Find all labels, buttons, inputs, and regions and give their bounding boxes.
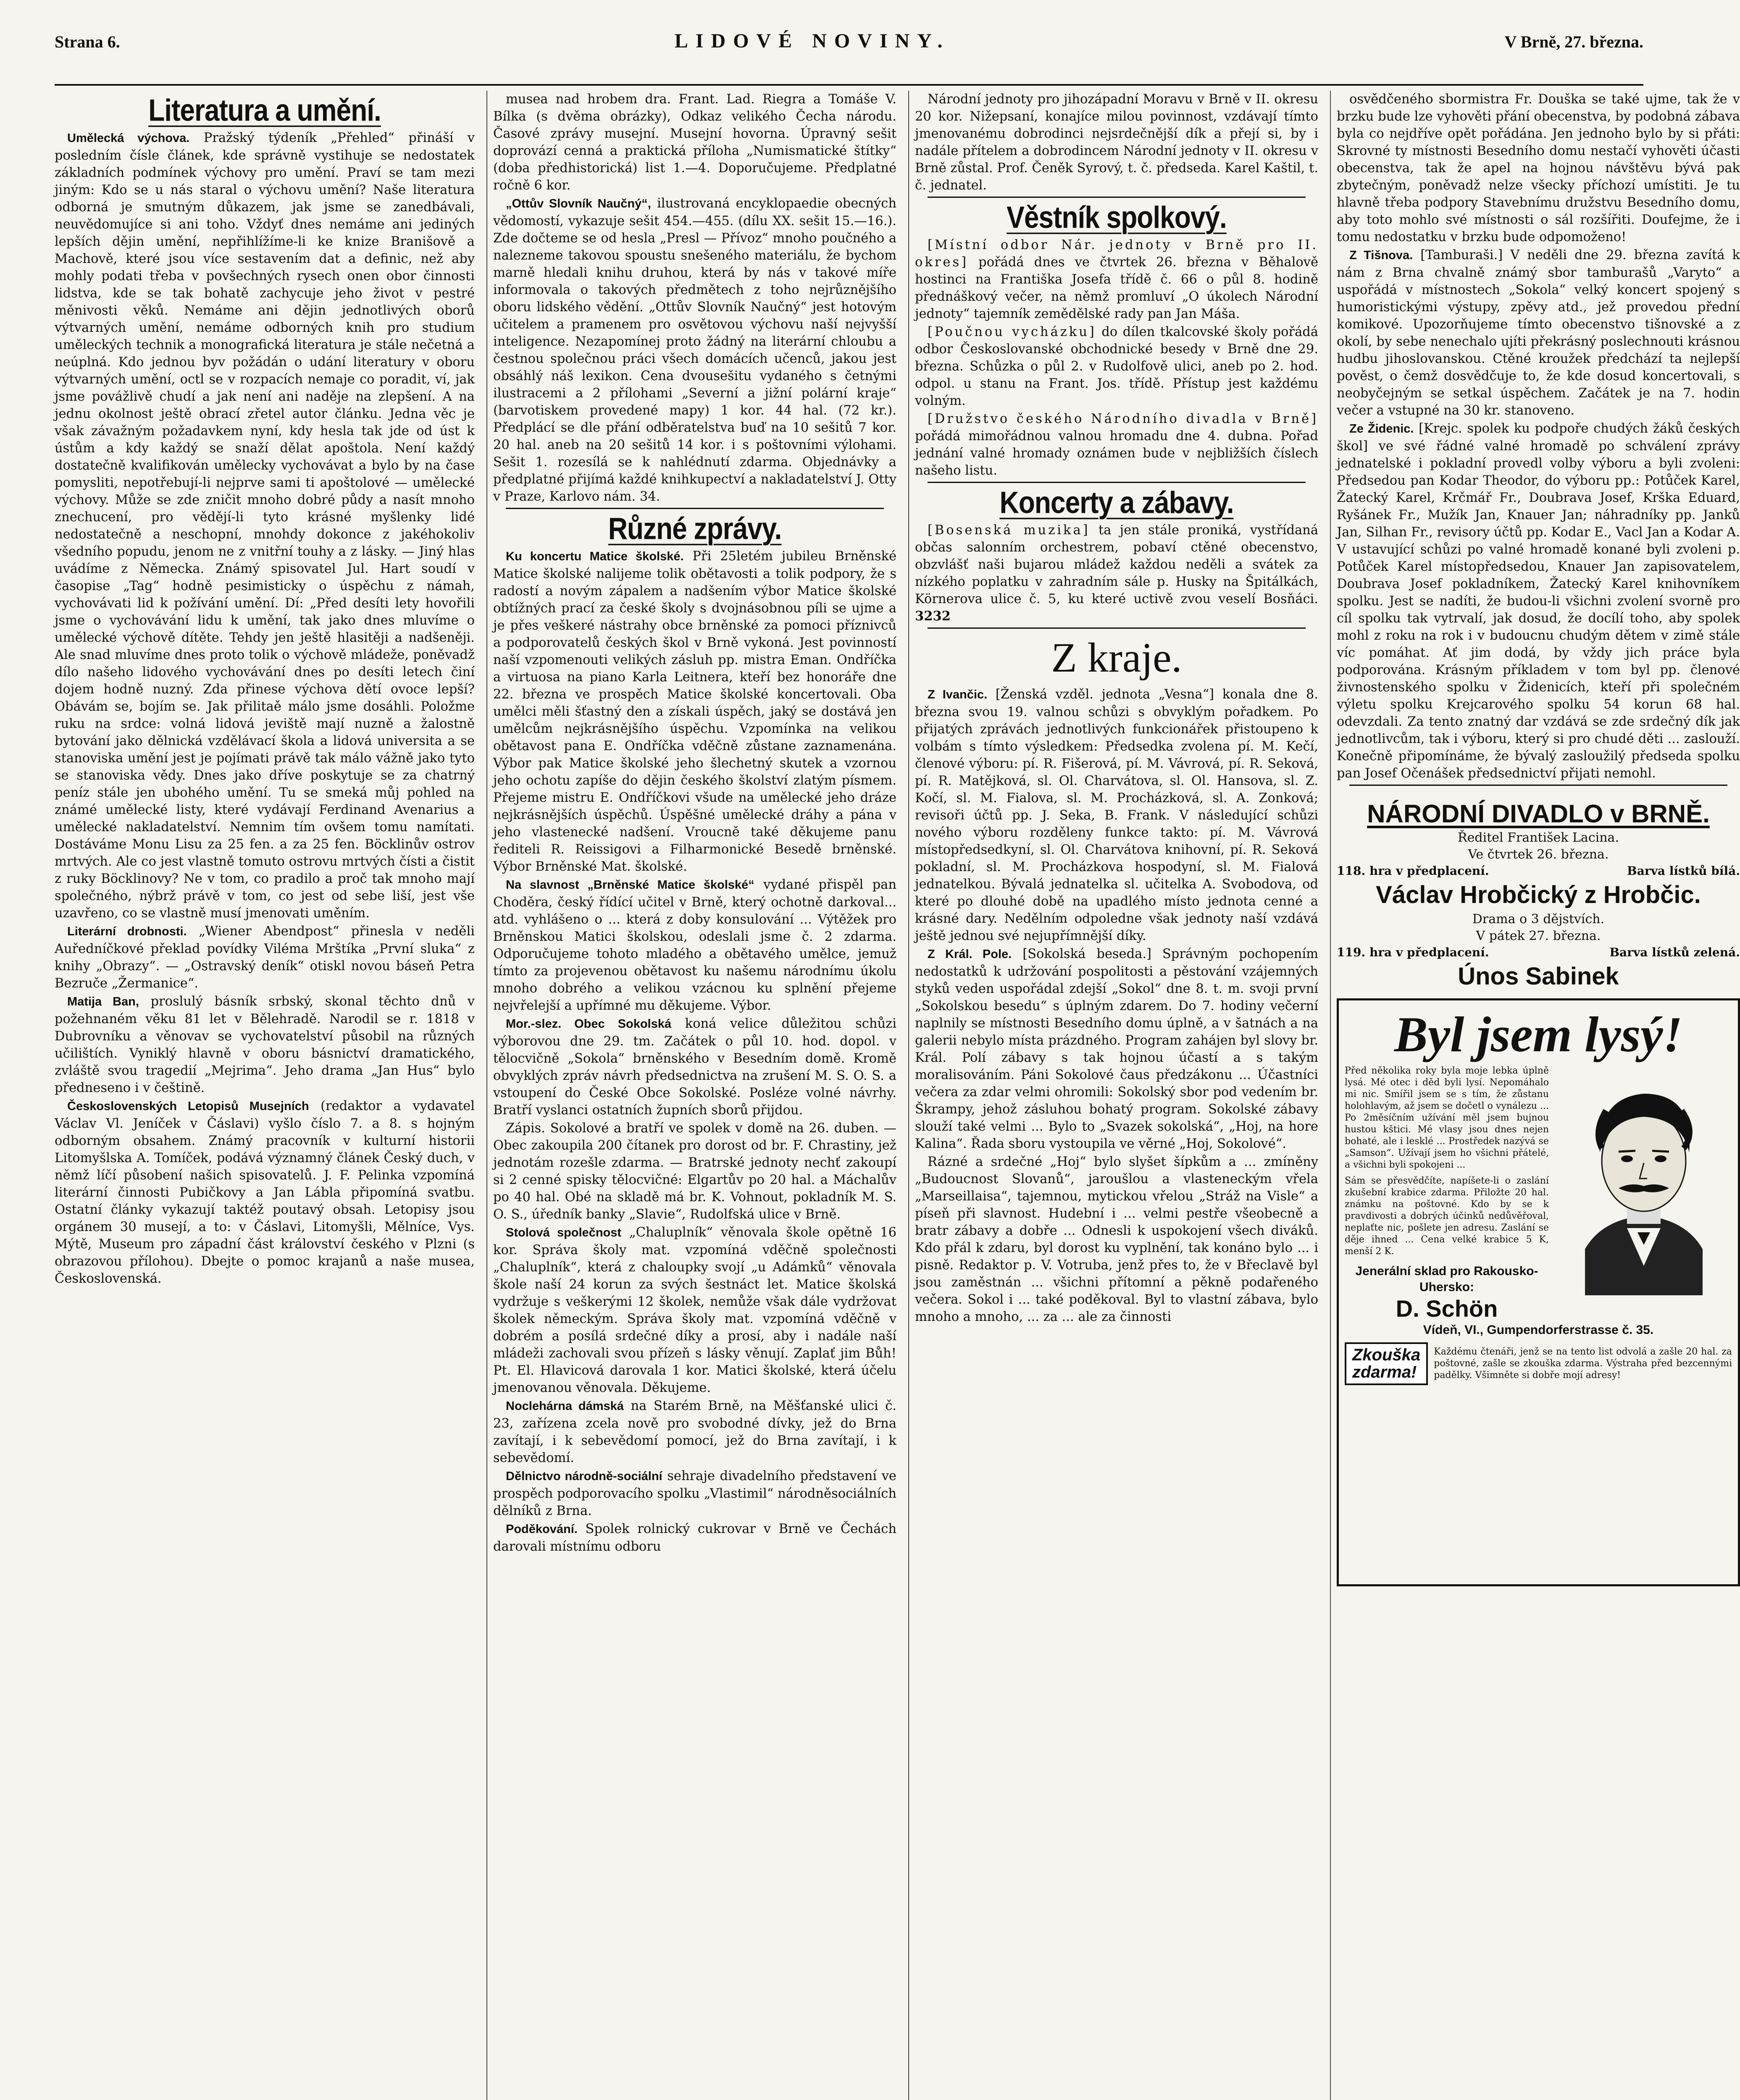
ad-coupon: Zkouška zdarma! bbox=[1345, 1342, 1428, 1385]
report-kralovo-pole: Z Král. Pole. [Sokolská beseda.] Správným pochopením nedostatků k udržování pospolitosti a pěstování vzájemných styků veden uspořádal zdejší „Sokol“ dne 8. t. m. svoji první „Sokolskou besedu“ s úplným zdarem. Do 7. hodiny večerní naplnily se místnosti Besedního domu úplně, a v šatnách a na galerii nebylo místa prázdného. Program zahájen byl slovy br. Král. Polí zábavy s tak hojnou účastí a s takým moralisováním. Páni Sokolové čaus předzákonu ... Účastníci večera za zdar velmi ohromili: Sokolský sbor pod vedením br. Škrampy, jehož zásluhou bohatý program. Sokolské zábavy slouží také velmi ... Bylo to „Svazek sokolská“, „Hoj, na hore Kalina“. Řada sboru vystoupila ve věrné „Hoj, Sokolové“. bbox=[915, 947, 1318, 1151]
article-matija-ban: Matija Ban, proslulý básník srbský, skonal těchto dnů v požehnaném věku 81 let v Bělehradě. Narodil se r. 1818 v Dubrovníku a věnovav se vychovatelství působil na různých učilištích. Vyniklý hlavně v oboru básnictví dramatického, zvláště svou tragedií „Mejrima“. Jeho drama „Jan Hus“ bylo předneseno i v češtině. bbox=[55, 994, 475, 1095]
show2-date: V pátek 27. března. bbox=[1476, 929, 1601, 943]
play2-title: Únos Sabinek bbox=[1458, 963, 1619, 990]
report-continuation: osvědčeného sbormistra Fr. Douška se také ujme, tak že v brzku bude lze vyhověti přání obecenstva, by podobná zábava byla co nejdříve opět pořádána. Jen jednoho bylo by si přáti: Skrovné ty místnosti Besedního domu nestačí vyhověti účasti obecenstva, tak že apel na hojnou návštěvu bývá pak zbytečným, poněvadž nelze všecky příchozí umístiti. Je tu hlavně třeba podpory Stavebnímu družstvu Besedního domu, aby toto mohlo své místnosti o sál rozšířiti. Doufejme, že i tomu nedostatku v brzku bude odpomoženo! bbox=[1337, 92, 1740, 244]
article-letopisy: Československých Letopisů Musejních (redaktor a vydavatel Václav Vl. Jeníček v Čáslavi) vyšlo číslo 7. a 8. s hojným odborným obsahem. Známý pracovník v kulturní historii Litomyšlska A. Tomíček, podává významný článek Český duch, v němž líčí působení našich spisovatelů. J. F. Pelinka vzpomíná literární činnosti Pubičkovy a Jan Lábla připomíná svatbu. Ostatní články vykazují taktéž poutavý obsah. Letopisy jsou orgánem 30 musejí, a to: v Čáslavi, Litomyšli, Mělníce, Vys. Mýtě, Museum pro západní část království českého v Plzni (s obrazovou přílohou). Dbejte o pomoc krajanů a naše musea, Československá. bbox=[55, 1099, 475, 1286]
theatre-director: Ředitel František Lacina. bbox=[1458, 830, 1619, 845]
notice-excursion: [Poučnou vycházku] do dílen tkalcovské školy pořádá odbor Českoslovanské obchodnické besedy v Brně dne 29. března. Schůzka o půl 2. v Rudolfově ulici, aneb po 2. hod. odpol. u stanu na Frant. Jos. třídě. Přístup jest každému volným. bbox=[915, 325, 1318, 408]
notice-theatre-cooperative: [Družstvo českého Národního divadla v Brně] pořádá mimořádnou valnou hromadu dne 4. dubna. Pořad jednání valné hromady oznámen bude v nejbližších číslech našeho listu. bbox=[915, 412, 1318, 478]
columns bbox=[55, 91, 1740, 2100]
article-workers-theatre: Dělnictvo národně-sociální sehraje divadelního představení ve prospěch podporovacího spolku „Vlastimil“ národněsociálních dělníků z Brna. bbox=[493, 1469, 896, 1518]
page-number: Strana 6. bbox=[55, 32, 120, 51]
masthead: LIDOVÉ NOVINY. bbox=[674, 30, 950, 52]
column-2 bbox=[486, 91, 896, 2100]
ad-firm: D. Schön bbox=[1396, 1295, 1498, 1322]
section-title-news: Různé zprávy. bbox=[608, 511, 782, 546]
column-1 bbox=[55, 91, 475, 2100]
show1-info: 118. hra v předplacení. Barva lístků bílá. bbox=[1337, 864, 1740, 878]
ad-headline: Byl jsem lysý! bbox=[1394, 1006, 1683, 1062]
article-table-society: Stolová společnost „Chaluplník“ věnovala škole opětně 16 kor. Správa školy mat. vzpomíná vděčně společnosti „Chaluplník“, která z chaloupky svojí „u Adámků“ věnovala škole naší 24 korun za svých šestnáct let. Matice školská vydržuje s veškerými 12 školek, nemůže však dále vydržovat školek německým. Správa školy mat. vzpomíná vděčně v dobrém a posílá srdečné díky a prosí, aby i nadále naší mládeži zachovali svou přízeň s lásky věnují. Zaplať jim Bůh! Pt. El. Hlavicová darovala 1 kor. Matici školské, která účelu jmenovanou věnovala. Děkujeme. bbox=[493, 1225, 896, 1395]
ad-address: Vídeň, VI., Gumpendorferstrasse č. 35. bbox=[1423, 1323, 1654, 1337]
article-otto-encyclopedia: „Ottův Slovník Naučný“, ilustrovaná encyklopaedie obecných vědomostí, vykazuje sešit 454.—455. (dílu XX. sešit 15.—16.). Zde dočteme se od hesla „Presl — Přívoz“ mnoho poučného a nalezneme takovou spoustu snešeného materiálu, že bychom marně hledali knihu druhou, která by nás v takové míře informovala o takových předmětech z toho nejrůznějšího oboru lidského vědění. „Ottův Slovník Naučný“ jest hotovým učitelem a pramenem pro osvětovou výchovu naší nejvyšší inteligence. Nezapomínej proto žádný na literární chloubu a čestnou společnou práci všech domácích učenců, jakou jest obsáhlý náš lexikon. Cena dvousešitu vydaného s četnými ilustracemi a 2 přílohami „Severní a jižní polární kraje“ (barvotiskem provedené mapy) 1 kor. 44 hal. (72 kr.). Předplácí se dle přání odběratelstva buď na 10 sešitů 7 kor. 20 hal. aneb na 20 sešitů 14 kor. i s poštovními výlohami. Sešit 1. rozesílá se k nahlédnutí zdarma. Objednávky a předplatné přijímá každé knihkupectví a nakladatelství J. Otty v Praze, Karlovo nám. 34. bbox=[493, 196, 896, 504]
dateline: V Brně, 27. března. bbox=[1504, 32, 1643, 51]
ad-coupon-row bbox=[1345, 1342, 1732, 1385]
article-continuation: Národní jednoty pro jihozápadní Moravu v Brně v II. okresu 20 kor. Nižepsaní, konajíce milou povinnost, vzdávají tímto jmenovanému dobrodinci nejsrdečnější dík a přejí si, by i nadále přítelem a dobrodincem Národní jednoty v II. okresu v Brně zůstal. Prof. Čeněk Syrový, t. č. předseda. Karel Kaštil, t. č. jednatel. bbox=[915, 92, 1318, 193]
play1-subtitle: Drama o 3 dějstvích. bbox=[1472, 912, 1605, 927]
running-header bbox=[55, 29, 1643, 86]
article-women-hostel: Noclehárna dámská na Starém Brně, na Měšťanské ulici č. 23, zařízena zcela nově pro svobodné dívky, jež do Brna zavítají, i k sebevědomí pomocí, jež do Brna zavítají, i k sebevědomí. bbox=[493, 1399, 897, 1465]
play1-title: Václav Hrobčický z Hrobčic. bbox=[1376, 881, 1701, 908]
section-title-concerts: Koncerty a zábavy. bbox=[999, 485, 1234, 520]
notice-bosnian-music: [Bosenská muzika] ta jen stále proniká, vystřídaná občas salonním orchestrem, pobaví ctěné obecenstvo, obzvlášť naši bujarou mládež každou neděli a svátek za nízkého poplatku v zahradním sále p. Husky na Špitálkách, Körnerova ulice č. 5, ku které uctivě zvou veselí Bosňáci. 3232 bbox=[915, 523, 1318, 624]
article-art-education: Umělecká výchova. Pražský týdeník „Přehled“ přináší v posledním čísle článek, kde správně vystihuje se nedostatek základních podmínek výchovy pro umění. Praví se tam mezi jiným: Kdo se u nás staral o výchovu umění? Naše literatura odborná je smutným důkazem, jak jsme se zanedbávali, neuvědomujíce si ani toho. Vždyť dnes nemáme ani jediných lepších dějin umění, nepřihlížíme-li ke knize Branišově a Machově, které jsou více sestavením dat a definic, než aby mohly podati třeba v povšechných rysech onen obor činnosti lidstva, kde se tak bohatě zachycuje jeho život v pestré měnivosti věků. Nemáme ani dějin jednotlivých oborů výtvarných umění, nemáme odborných knih pro studium uměleckých technik a monografická literatura je stále nečetná a neúplná. Kdo jednou byv požádán o udání literatury v oboru výtvarných umění, octl se v rozpacích nemaje co poradit, ví, jak jsme povážlivě chudí a jak není ani naděje na zlepšení. A na jednu okolnost ještě obrací zřetel autor článku. Jedna věc je však závažným požadavkem nyní, kdy hesla tak jde od úst k ústům a kdy každý se snaží dělat apoštola. Není každý dostatečně kvalifikován umělecky vychovávat a bylo by na čase pomysliti, nepotřebují-li nejprve sami ti apoštolové — umělecké výchovy. Může se zde zničit mnoho dobré půdy a nasít mnoho znechucení, pro vědějí-li tyto krásné myšlenky lidé nedostatečně a neschopní, mnohdy dokonce z jakéhokoliv všedního popudu, jenom ne z vnitřní touhy a z lásky. — Jiný hlas uvádíme z Německa. Známý spisovatel Jul. Hart soudí v časopise „Tag“ hodně pesimisticky o úspěchu z námah, vychovávati lid k požívání umění. Dí: „Před desíti lety hovořili jsme o vychovávání lidu k umění, tak jako dnes mluvíme o umělecké výchově dítěte. Tehdy jen ještě hlasitěji a nadšeněji. Ale snad mluvíme dnes proto tolik o výchově mládeže, poněvadž dílo našeho lidového vychovávání dnes po desíti letech činí dojem hodně nuzný. Zda přinese výchova dětí ovoce lepší? Obávám se, bojím se. Jak přilitaě málo jsme dosáhli. Položme ruku na srdce: volná lidová jeviště mají nuzně a žalostně bytování jako dělnická vzdělávací škola a lidová universita a se stanoviska umění jest je pojímati právě tak málo vážně jako tyto se stanoviska vědy. Dnes jako dříve poskytuje se za chatrný peníz stále jen ubohého umění. Tu se smeká můj pohled na známé umělecké listy, které vydávají Ferdinand Avenarius a umělecké nakladatelství. Nemnim tím ovšem tomu namítati. Dostáváme Monu Lisu za 25 fen. a za 25 fen. Böcklinův ostrov mrtvých. Ale co jest vlastně tomuto ostrovu mrtvých čísti a čistit z ruky Böcklinovy? Ne v tom, co pradilo a proč tak mnoho mají společného, nýbrž právě v tom, co jest od sebe liší, jest vše uzavřeno, co se vlastně musí jmenovati uměním. bbox=[55, 131, 475, 921]
divider bbox=[928, 627, 1306, 629]
column-4 bbox=[1330, 91, 1740, 2100]
report-tisnov: Z Tišnova. [Tamburaši.] V neděli dne 29. března zavítá k nám z Brna chvalně známý sbor tamburašů „Varyto“ a uspořádá v místnostech „Sokola“ velký koncert spojený s humoristickými výstupy, zpěvy atd., jež provedou přední komikové. Upozorňujeme tímto obecenstvo tišnovské a z okolí, by sebe nenechalo ujíti překrásný poslechnouti krásnou hudbu jihoslovanskou. Ctěné kroužek předchází ta nejlepší pověst, o čemž dosvědčuje to, že kde dosud koncertovali, s neobyčejným se setkal úspěchem. Začátek je na 7. hodin večer a vstupné na 30 kr. stanoveno. bbox=[1337, 248, 1740, 418]
hair-tonic-advertisement bbox=[1337, 998, 1740, 1586]
article-continuation: musea nad hrobem dra. Frant. Lad. Riegra a Tomáše V. Bílka (s dvěma obrázky), Odkaz velikého Čecha národu. Časové zprávy musejní. Musejní hovorna. Úpravný sešit doprovází cenná a praktická příloha „Numismatické štítky“ (doba předhistorická) list 1.—4. Doporučujeme. Předplatné ročně 6 kor. bbox=[493, 92, 896, 193]
theatre-title: NÁRODNÍ DIVADLO v BRNĚ. bbox=[1367, 800, 1710, 828]
article-literary-notes: Literární drobnosti. „Wiener Abendpost“ přinesla v neděli Auředníčkové překlad povídky Viléma Mrštíka „První sluka“ z knihy „Obrazy“. — „Ostravský deník“ otiskl novou báseň Petra Bezruče „Žermanice“. bbox=[55, 924, 475, 991]
article-matice-celebration: Na slavnost „Brněnské Matice školské“ vydané přispěl pan Choděra, český řídící učitel v Brně, který ochotně darkoval... atd. vyhlášeno o ... která z doby konsulování ... Výtěžek pro Brněnskou Matici školskou, odeslali jsme č. 2 zdarma. Odporučujeme tohoto mladého a obětavého umělce, jemuž tímto za projevenou obětavost ku našemu národnímu úkolu mnoho dobrého a velikou vzácnou ku splnění přejeme nejvřelejší a upřímné mu děkujeme. Výbor. bbox=[493, 877, 896, 1013]
section-title-regions: Z kraje. bbox=[1051, 634, 1182, 681]
report-zidenice: Ze Židenic. [Krejc. spolek ku podpoře chudých žáků českých škol] ve své řádné valné hromadě po schválení zprávy jednatelské i pokladní provedl volby výboru a byli zvoleni: Předsedou pan Kodar Theodor, do výboru pp.: Potůček Karel, Žatecký Karel, Krčmář Fr., Doubrava Josef, Krška Eduard, Ryšánek Fr., Mužík Jan, Knauer Jan; náhradníky pp. Janků Jan, Silhan Fr., revisory účtů pp. Kodar E., Vacl Jan a Kodar A. V ustavující schůzi po valné hromadě konané byli zvoleni p. Potůček Karel místopředsedou, Knauer Jan zapisovatelem, Doubrava Josef pokladníkem, Žatecký Karel knihovníkem spolku. Jest se nadíti, že budou-li všichni zvolení svorně pro cíl spolku tak vytrvalí, jak dosud, že docílí toho, aby spolek mohl z roku na rok i v budoucnu chudým dětem v zimě stále víc pomáhat. Ať jim dodá, by vždy jich práce byla podporována. Krásným příkladem v tom byl pp. členové živnostenského spolku v Židenicích, kteří při společném výletu spolku Krejcarového spolku 54 korun 68 hal. odevzdali. Za tento znatný dar vzdává se zde srdečný dík jak jednotlivcům, tak i výboru, který si pro chudé děti ... zaslouží. Konečně připomínáme, že bývalý zasloužilý předseda spolku pan Josef Očenášek předsednictví přijati nemohl. bbox=[1337, 421, 1740, 781]
show1-date: Ve čtvrtek 26. března. bbox=[1468, 847, 1609, 862]
report-ivancice: Z Ivančic. [Ženská vzděl. jednota „Vesna“] konala dne 8. března svou 19. valnou schůzi s obvyklým pořadkem. Po přijatých zprávách jednotlivých funkcionářek přistoupeno k volbám s tímto výsledkem: Předsedka zvolena pí. M. Kečí, členové výboru: pí. R. Fišerová, pí. M. Vávrová, pí. R. Seková, pí. R. Matějková, sl. Ol. Charvátova, sl. Ol. Hansova, sl. Z. Kočí, sl. M. Fialova, sl. M. Procházková, sl. A. Zonková; revisoři účtů pp. J. Seka, B. Frank. V následující schůzi nového výboru rozděleny funkce takto: pí. M. Vávrová místopředsedkyní, sl. Ol. Charvátova knihovní, pí. R. Seková pokladní, sl. M. Procházkova hospodyní, sl. M. Fialová jednatelkou. Bývalá jednatelka sl. učitelka A. Svobodova, od které po dlouhé době na upadlého místo jednota cenné a krásné dary. Nedělním odpoledne však jednoty naší vzdává ještě jednou své nejupřímnější díky. bbox=[915, 687, 1318, 943]
notice-national-union: [Místní odbor Nár. jednoty v Brně pro II. okres] pořádá dnes ve čtvrtek 26. března v Běhalově hostinci na Františka Josefa třídě č. 66 o půl 8. hodině přednáškový večer, na němž promluví „O úkolech Národní jednoty“ tajemník zemědělské rady pan Jan Máša. bbox=[915, 238, 1318, 321]
ad-body-2: Sám se přesvědčíte, napíšete-li o zaslání zkušební krabice zdarma. Přiložte 20 hal. známku na poštovné. Kdo by se k pravdivosti a dobrých účinků nedůvěřoval, neplaťte nic, pošlete jen adresu. Zaslání se děje ihned ... Cena velké krabice 5 K, menší 2 K. bbox=[1345, 1176, 1549, 1257]
article-sokol-notes: Zápis. Sokolové a bratří ve spolek v domě na 26. duben. — Obec zakoupila 200 čítanek pro dorost od br. F. Chrastiny, jež jednotám rozešle zdarma. — Bratrské jednoty nechť zakoupí si 2 cenné spisky tělocvičné: Elgartův po 20 hal. a Máchalův po 40 hal. Obé na skladě má br. K. Vohnout, pokladník M. S. O. S., úředník banky „Slavie“, Rudolfská ulice v Brně. bbox=[493, 1121, 896, 1222]
article-thanks: Poděkování. Spolek rolnický cukrovar v Brně ve Čechách darovali místnímu odboru bbox=[493, 1522, 896, 1554]
show2-info: 119. hra v předplacení. Barva lístků zelená. bbox=[1337, 945, 1740, 959]
column-3 bbox=[908, 91, 1318, 2100]
ad-body-1: Před několika roky byla moje lebka úplně lysá. Mé otec i děd byli lysí. Nepomáhalo mi nic. Smířil jsem se s tím, že zůstanu holohlavým, až jsem se dočetl o vynálezu ... Po 2měsíčním užívání měl jsem bujnou hustou kštici. Mé vlasy jsou dnes nejen bohaté, ale i lesklé ... Prostředek nazývá se „Samson“. Užívají jsem ho všichni přátelé, a všichni byli spokojeni ... bbox=[1345, 1066, 1549, 1170]
man-portrait-illustration bbox=[1556, 1068, 1732, 1295]
article-sokol-meeting: Mor.-slez. Obec Sokolská koná velice důležitou schůzi výborovou dne 29. tm. Začátek o půl 10. hod. dopol. v tělocvičně „Sokola“ brněnského v Besedním domě. Kromě obvyklých zpráv návrh předsednictva na zrušení M. S. O. S. a vstoupení do České Obce Sokolské. Posléze volné návrhy. Bratří vyslanci ostatních župních sborů přijdou. bbox=[493, 1016, 896, 1118]
ad-coupon-text: Každému čtenáři, jenž se na tento list odvolá a zašle 20 hal. za poštovné, zašle se zkouška zdarma. Výstraha před bezcennými padělky. Všimněte si dobře mojí adresy! bbox=[1434, 1347, 1732, 1381]
ad-distributor: Jenerální sklad pro Rakousko-Uhersko: bbox=[1355, 1264, 1538, 1294]
section-title-clubs: Věstník spolkový. bbox=[1007, 200, 1227, 235]
divider bbox=[1349, 785, 1727, 786]
report-kralovo-pole-cont: Rázné a srdečné „Hoj“ bylo slyšet šípkům a ... zmíněny „Budoucnost Slovanů“, jaroušlou a vlasteneckým vřela „Marseillaisa“, tajemnou, mytickou vřelou „Stráž na Visle“ a píseň při slavnost. Hudební i ... velmi pestře všeobecně a bratr zábavy a dobře ... Odnesli k uspokojení všech diváků. Kdo přál k zdaru, byl dorost ku vyplnění, tak konáno bylo ... i pisně. Redaktor p. V. Votruba, jenž přes to, že v Břeclavě byl jsou zaměstnán ... všichni přítomní a pěkně podařeného večera. Sokol i ... také poděkoval. Byl to vlastní zábava, bylo mnoho a mnoho, ... za ... ale za činnosti bbox=[915, 1155, 1318, 1324]
article-matice-concert: Ku koncertu Matice školské. Při 25letém jubileu Brněnské Matice školské nalijeme tolik obětavosti a tolik podpory, že s radostí a novým zápalem a nadšením výbor Matice školské obtížných prací za české školy s dvojnásobnou píli se ujme a je přes veškeré nástrahy obce brněnské za pomoci příznivců a podporovatelů českých škol v Brně vykoná. Jest povinností naší vzpomenouti velikých zásluh pp. mistra Eman. Ondříčka a virtuosa na piano Karla Leitnera, kteří bez honoráře dne 22. března ve prospěch Matice školské koncertovali. Oba umělci měli šťastný den a získali úspěch, jaký se dostává jen umělcům nejkrásnějšího úspěchu. Vzpomínka na velikou obětavost pana E. Ondříčka vděčně zůstane zaznamenána. Výbor pak Matice školské jeho šlechetný skutek a vzornou jeho ochotu zapíše do dějin českého školství zlatým písmem. Přejeme mistru E. Ondříčkovi všude na umělecké jeho dráze nejkrásnějších úspěchů. Úspěšné umělecké dráhy a pána v jeho vlastenecké nadšení. Vroucně také děkujeme panu řediteli R. Reissigovi a Filharmonické Besedě brněnské. Výbor Brněnské Mat. školské. bbox=[493, 549, 897, 874]
section-title-literature: Literatura a umění. bbox=[148, 92, 381, 128]
